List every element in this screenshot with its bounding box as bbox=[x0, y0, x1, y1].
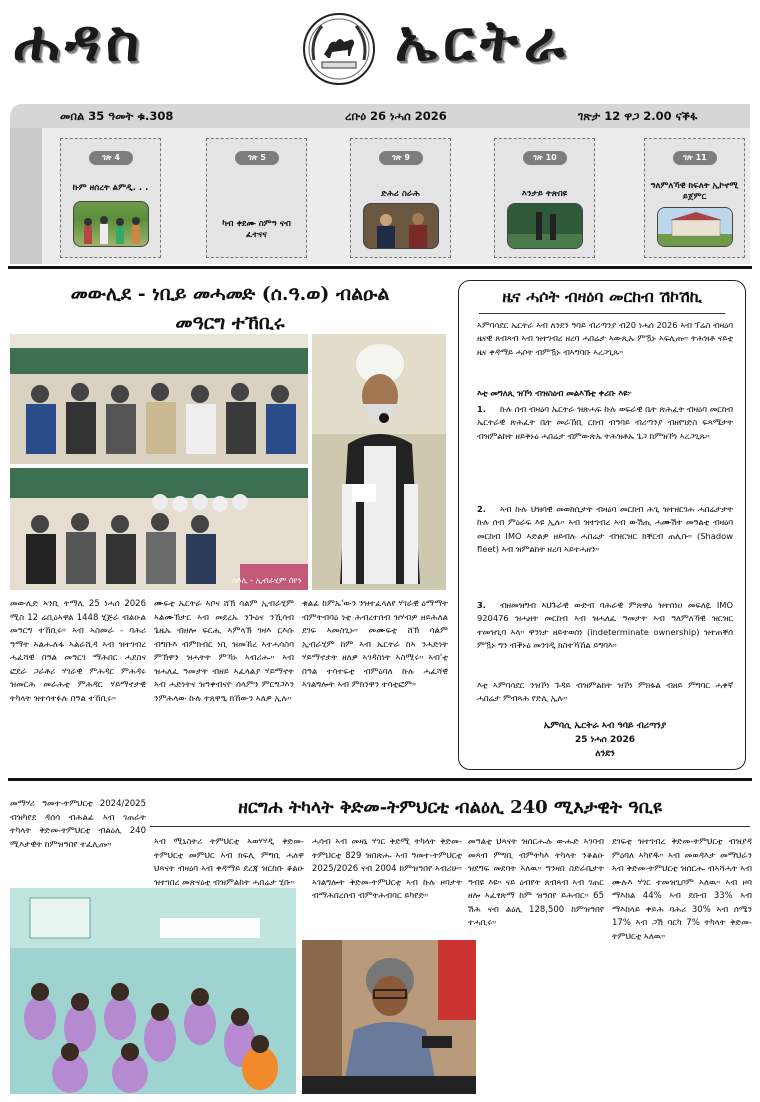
strip-side-bar bbox=[10, 128, 42, 264]
issue-date: ረቡዕ 26 ነሓሰ 2026 bbox=[345, 109, 447, 123]
newsbox-closing: እቲ ኣምባሳደር ንዝኾነ ጉዳይ ብዝምልከት ዝኾነ ምክፋል ብዘይ ምግባር ሓቀኛ ሓበሬታ ምብጻሕ የድሊ ኢሉ። bbox=[477, 680, 733, 704]
masthead-title-right: ኤርትራ bbox=[395, 8, 571, 74]
masthead-title-left: ሐዳስ bbox=[14, 8, 145, 74]
building-photo bbox=[658, 208, 733, 247]
preview-photo bbox=[363, 203, 439, 249]
section-divider bbox=[8, 778, 752, 781]
newsbox-point-1 bbox=[477, 403, 733, 443]
point-number: 3. bbox=[477, 600, 486, 610]
statement-news-box bbox=[458, 280, 746, 770]
bottom-photo-classroom bbox=[10, 888, 296, 1094]
section-divider bbox=[8, 266, 752, 269]
newsbox-point-3 bbox=[477, 599, 733, 653]
preview-title: እንታይ ትጽበዩ bbox=[521, 189, 568, 199]
point-number: 1. bbox=[477, 404, 486, 414]
preview-photo bbox=[657, 207, 733, 247]
preview-card-page-11[interactable] bbox=[644, 138, 745, 258]
signature-place: ለንደን bbox=[595, 749, 615, 759]
preview-card-page-4[interactable] bbox=[60, 138, 161, 258]
newsbox-signature bbox=[477, 719, 733, 761]
preview-page-pill: ገጽ 9 bbox=[379, 151, 423, 165]
inside-pages-preview-strip bbox=[10, 128, 750, 264]
preview-page-pill: ገጽ 11 bbox=[673, 151, 717, 165]
signature-date: 25 ነሓሰ 2026 bbox=[574, 735, 636, 745]
lead-photo-speaker bbox=[312, 334, 446, 590]
newsbox-lead-in: እቲ መግለጺ ዝኾነ ብዝስዕብ መልእኽቲ ቀሪቡ እዩ፦ bbox=[477, 388, 632, 398]
lead-headline-line2: መዓርግ ተኸቢሩ bbox=[175, 312, 285, 334]
lead-photo-audience-top bbox=[10, 334, 308, 464]
speaker-at-podium-photo bbox=[312, 334, 446, 590]
bottom-column-1: መማሃሪ ዓመተ-ትምህርቲ 2024/2025 ብዝካየደ ዳሰሳ ብሕልፊ ኣብ ገጠራት ትካላት ቅድመ-ትምህርቲ ብልዕሊ 240 ሚእታዊት ከምዝዓበየ ተፈሊጡ። bbox=[10, 799, 146, 850]
bottom-column-2: ኣብ ሚኒስትሪ ትምህርቲ ኣወሃሃዲ ቅድመ-ትምህርቲ መምህር ኣብ ክፍሊ ምግቢ ሓለዋ ህጻናት ብዛዕባ ኣብ ቀዳማይ ደረጃ ዝርከቡ ቆልዑ ዝተገበረ መጽናዕቲ ብዝምልከት ሓበሬታ ሂቡ። bbox=[154, 837, 304, 886]
newsbox-intro: ኣምባሳደር ኤርትራ ኣብ ለንደን ዓባይ ብሪጣንያ ብ20 ነሓሰ 2026 ኣብ ፕሬስ ብዛዕባ ዜናዊ ጸብጻብ ኣብ ዝተገብረ ዘረባ ሓበሬታ ኣውጺኡ ምዃኑ ኣፍሊጡ። ትሕዝቶ ናይቲ ዜና ቀዳማይ ሓሶት ብምዃኑ ብኣግባቡ ኣረጋጊጹ። bbox=[477, 320, 733, 357]
official-interview-photo bbox=[302, 940, 476, 1094]
photo-credit: ስእሊ - ኢብራሂም በየን bbox=[232, 576, 302, 585]
preview-page-pill: ገጽ 10 bbox=[523, 151, 567, 165]
lead-column-1: መውሊድ ኣንቢ ትማሊ 25 ነሓሰ 2026 ሚስ 12 ሬቢዕኣዋል 1448 ሂጅራ ብልዑል መዓርግ ተኸቢሩ። ኣብ ኣስመራ - ባሕሪ ዓማት ኣልሑሉፋ ኣልራሺዳ ኣብ ዝተገብረ ሓፈሻዊ በዓል መዓርገ ማሕበር ሓደስና ፎደራ ጋራቶሪ ሃገራዊ ምሕዳር ምሕዳሩ ዝመርሕ መራሕቲ ምሕዳር ሃይማኖታዊ ትካላት ዝተሳተፉሉ በዓል ተኸቢሩ። bbox=[10, 599, 146, 704]
bottom-column-4: መዓልቲ ህጻናት ዝሰርሑሉ ውሑድ ኣገባብ መጻብ ምግቢ ብምትካእ ትካላት ንቆልዑ ዝደግፍ መደባት ኣለዉ። ግንዛበ ስድራቤታት ዓብዩ እዩ። ናይ ዕብየት ጸብጻብ ኣብ ገጠር ዘሎ ኣፈፃጽማ ከም ዝዓበየ ይሕብር። 65 ሽሕ ናብ ልዕሊ 128,500 ከምዝዓበየ ተሓቢሩ። bbox=[468, 837, 604, 928]
audience-photo bbox=[10, 468, 308, 590]
preview-title: ዓለምለኻዊ ክፍለት ኢኮኖሚ ይጀምር bbox=[650, 181, 739, 202]
bottom-photo-official bbox=[302, 940, 476, 1094]
newsbox-divider bbox=[479, 313, 725, 314]
kindergarten-classroom-photo bbox=[10, 888, 296, 1094]
point-text: ኩሉ ሰብ ብዛዕባ ኤርትራ ዝጽሓፍ ኩሉ ወፍራዊ ቤት ጽሕፈት ብዛዕባ መርከብ ኤርትራዊ ጽሕፈት ቤት መራኸቢ ርክብ ብዓባይ ብሪጣንያ ብዘየገድስ ፍጻሜታት ብዝምልከት ዘይቅኑዕ ሓበሬታ ብምውጽኡ ትሕዝቶኡ ጌጋ ከምዝኾነ ኣረጋጊጹ። bbox=[477, 404, 733, 441]
preview-photo bbox=[73, 201, 149, 247]
masthead bbox=[0, 0, 760, 98]
preview-card-page-9[interactable] bbox=[350, 138, 451, 258]
newsbox-headline: ዜና ሓሶት ብዛዕባ መርከብ ሽኮሽኪ bbox=[502, 287, 702, 306]
issue-number: መበል 35 ዓመት ቁ.308 bbox=[60, 109, 174, 123]
headline-underline bbox=[150, 826, 750, 827]
preview-photo bbox=[507, 203, 583, 249]
point-text: ብዘመዝግብ ኣህጉራዊ ውድብ ባሕራዊ ምጽዋዕ ዝተሰነዐ መፍለዪ IMO 920476 ዝሓዘት መርከብ ኣብ ዝሓለፈ ዓመታት ኣብ ዓለምለኻዊ ዝርዝር ተመዝጊባ ኣላ። ዋንነታ ዘይተወሰነ (indeterminate ownership) ዝተጠቐሰ ምዃኑ ግን ብቕኑዕ መንገዲ ክስተኻኸል ይግባእ። bbox=[477, 600, 733, 651]
preview-page-pill: ገጽ 4 bbox=[89, 151, 133, 165]
preview-title: ድሕሪ ስራሕ bbox=[381, 189, 420, 199]
preview-page-pill: ገጽ 5 bbox=[235, 151, 279, 165]
bottom-column-3: ሓሳብ ኣብ መዛኒ ሃገር ቅድሚ ትካላት ቅድመ-ትምህርቲ 829 ዝበጽሑ ኣብ ዓመተ-ትምህርቲ 2025/2026 ናብ 2004 ከምዝዓበየ ኣብሪሁ። ኣገልግሎት ቅድመ-ትምህርቲ ኣብ ኩሉ ዞባታት ብማሕበረሰብ ብምትሕብባር ይካየድ። bbox=[312, 837, 462, 901]
lead-column-3: ቁልፊ ከምኡ'ውን ንዝተፈላለየ ሃገራዊ ዕማማት ብምትብባዕ ነቲ ሕብረተሰብ ዝሃብዎ ዘይሕለል ደገፍ ኣመስጊኑ። መሙፍቲ ሸኽ ሳልም ኢብራሂም ከም ኣብ ኤርትራ ከኣ ንሓድነት ሃይማኖታት ዘለዎ ኣገዳስነት ኣስሚሩ። ኣብ'ቲ በዓል ተሳተፍቲ ብምዕባለ ኩሉ ሓፈሻዊ ኣገልግሎት ኣብ ምክንዋን ተሳቲፎም። bbox=[302, 599, 448, 690]
bottom-headline: ዘርግሐ ትካላት ቅድመ-ትምህርቲ ብልዕሊ 240 ሚእታዊት ዓቢዩ bbox=[238, 797, 662, 818]
newsbox-point-2 bbox=[477, 503, 733, 557]
point-number: 2. bbox=[477, 504, 486, 514]
people-group-photo bbox=[74, 202, 149, 247]
eritrea-emblem-icon bbox=[300, 10, 378, 88]
preview-title: ካብ ቀደሙ ስምዓ ናብ ፈተናና bbox=[222, 219, 291, 240]
lead-photo-audience-bottom bbox=[10, 468, 308, 590]
pages-and-price: ገጽታ 12 ዋጋ 2.00 ናቕፋ bbox=[578, 109, 698, 123]
preview-card-page-5[interactable] bbox=[206, 138, 307, 258]
preview-title: ኩም ዘሰረት ልምዲ. . . bbox=[72, 183, 149, 193]
issue-info-bar bbox=[10, 104, 750, 128]
preview-card-page-10[interactable] bbox=[494, 138, 595, 258]
interview-photo bbox=[364, 204, 439, 249]
lead-headline-line1: መውሊደ - ነቢይ መሓመድ (ሰ.ዓ.ወ) ብልዑል bbox=[70, 283, 390, 305]
bottom-column-5: ደገፍቲ ዝተገብረ ቅድመ-ትምህርቲ ብዝያዳ ምዕባለ ኣካየዱ። ኣብ መወዳእታ መማህራን ኣብ ቅድመ-ትምህርቲ ዝሰርሑ ብኣሻሓት ኣብ ሙሉእ ሃገር ተመዝጊቦም ኣለዉ። ኣብ ዞባ ማእከል 44% ኣብ ደቡብ 33% ኣብ ማእከላይ ቀይሕ ባሕሪ 30% ኣብ ሰሜን 17% ኣብ ጋሽ ባርካ 7% ትካላት ቅድመ-ትምህርቲ ኣለዉ። bbox=[612, 837, 752, 942]
point-text: ኣብ ኩሉ ህዝባዊ መወከሲታት ብዛዕባ መርከብ ሕጊ ዝተዘርገሐ ሓበሬታታት ኩሉ ሰብ ምዕራፍ እዩ ኢሉ። ኣብ ዝተገብረ ኣብ ውሽጢ ሓሙሽተ መዓልቲ ብዛዕባ መርከብ IMO ኣድልዎ ዘይብሉ ሓበሬታ ብዝርዝር ክቐርብ ጠሊቡ። (Shadow fleet) ኣብ ዝምልከት ዘረባ ኣይተሓዘን። bbox=[477, 504, 733, 555]
lead-headline bbox=[14, 280, 446, 338]
signature-office: ኤምባሲ ኤርትራ ኣብ ዓባይ ብሪጣንያ bbox=[543, 721, 667, 731]
outdoor-scene-photo bbox=[508, 204, 583, 249]
audience-photo bbox=[10, 334, 308, 464]
lead-column-2: ሙፍቲ ኤርትራ ኣቦና ሸኽ ሳልም ኢብራሂም ኣልሙኽታር ኣብ መደረኡ ንጕዕና ንኺሳብ ጌዜኡ ብዘሎ ፍርሒ ኣምላኽ ገዛእ ርእሱ ብግቡእ ብምክብር ነቢ ዝመኸረ ኣተሓሳስባ ምኽዋን ዝሓትት ምኻኑ ኣብሪሑ። ኣብ ዝሓለፈ ዓመታት ብዘይ ኣፈላልያ ሃይማኖት ኣብ ሓድነትና ዝዓቀብናዮ ሰላምን ምርግጋእን ንምሕላው ኩሉ ተጸዋዒ ክኸውን ኣለዎ ኢሉ። bbox=[154, 599, 294, 704]
